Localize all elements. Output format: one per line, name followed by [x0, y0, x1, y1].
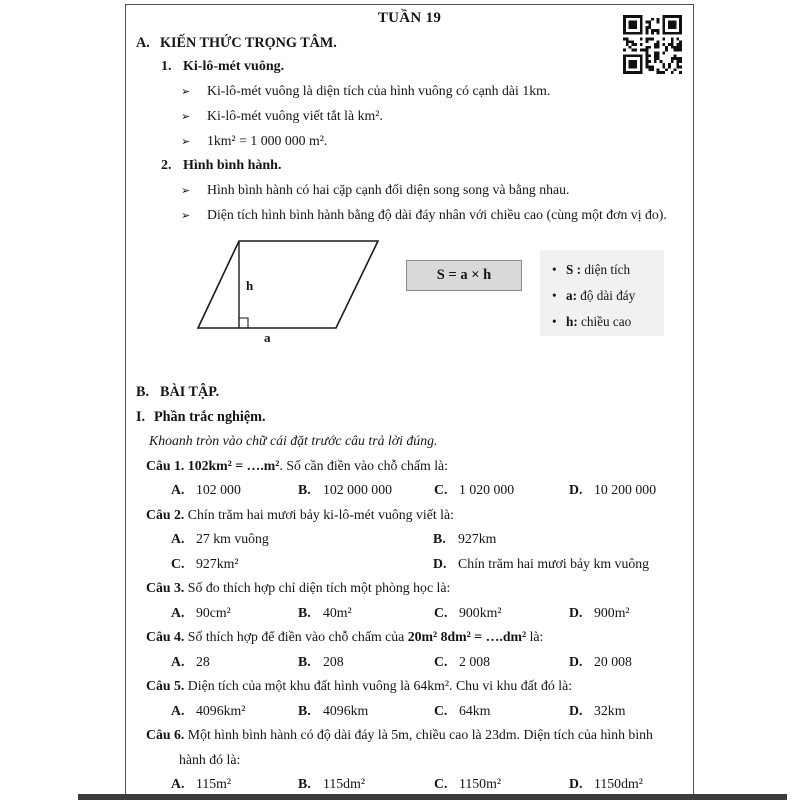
qr-code-icon [623, 15, 682, 74]
section-b-heading [136, 380, 682, 405]
option-b [433, 527, 682, 552]
legend-term: a: [566, 288, 577, 303]
option-b [298, 478, 434, 503]
legend-desc: chiều cao [577, 314, 632, 329]
options-row [146, 650, 682, 675]
option-text: 20 008 [594, 653, 632, 669]
worksheet-page [125, 4, 694, 800]
base-label: a [264, 330, 271, 345]
option-letter: D. [569, 604, 583, 620]
topic-2 [161, 154, 682, 228]
bullet-icon: • [552, 288, 557, 303]
option-letter: C. [171, 555, 185, 571]
option-letter: A. [171, 776, 185, 791]
question-text [146, 723, 682, 772]
options-row [146, 478, 682, 503]
section-b-label: B. [136, 384, 150, 400]
option-text: 90cm² [196, 604, 231, 620]
option-a [171, 699, 298, 724]
option-b [298, 772, 434, 797]
legend-term: h: [566, 314, 578, 329]
height-label: h [246, 278, 254, 293]
option-letter: C. [434, 653, 448, 669]
option-letter: A. [171, 482, 185, 497]
figure-legend [540, 250, 664, 336]
options-row [146, 527, 682, 576]
option-d [433, 552, 682, 577]
section-exercises [136, 380, 682, 797]
option-letter: B. [298, 702, 311, 718]
option-d [569, 772, 682, 797]
option-text: 900km² [459, 604, 502, 620]
legend-term: S : [566, 262, 582, 277]
option-letter: B. [298, 776, 311, 791]
question-label: Câu 4. [146, 629, 185, 644]
option-letter: A. [171, 653, 185, 669]
bullet-text: Ki-lô-mét vuông là diện tích của hình vuông có cạnh dài 1km. [207, 83, 551, 98]
option-text: 2 008 [459, 653, 491, 669]
legend-desc: diện tích [581, 262, 631, 277]
question-text [146, 625, 682, 650]
question-list [146, 454, 682, 797]
bullet-icon: • [552, 262, 557, 277]
option-b [298, 699, 434, 724]
option-letter: D. [569, 776, 583, 791]
option-letter: D. [433, 555, 447, 571]
photo-bottom-edge [78, 794, 787, 800]
option-text: 40m² [323, 604, 352, 620]
topic-1 [161, 55, 682, 154]
topic-heading [161, 154, 682, 178]
question-5 [146, 674, 682, 723]
option-c [434, 478, 569, 503]
options-row [146, 699, 682, 724]
option-c [434, 772, 569, 797]
question-label: Câu 5. [146, 678, 185, 693]
parallelogram-diagram [194, 238, 384, 350]
option-c [171, 552, 433, 577]
topic-title: Ki-lô-mét vuông. [183, 59, 285, 74]
question-3 [146, 576, 682, 625]
option-text: 115m² [196, 776, 232, 791]
option-d [569, 650, 682, 675]
bullet-item [181, 104, 682, 129]
arrow-bullet-icon: ➢ [181, 110, 191, 123]
question-segment: Số đo thích hợp chỉ diện tích một phòng học là: [187, 580, 451, 595]
option-d [569, 699, 682, 724]
bullet-item [181, 178, 682, 203]
question-label: Câu 1. [146, 457, 185, 473]
option-letter: B. [298, 604, 311, 620]
parallelogram-figure [136, 236, 682, 354]
question-text [146, 576, 682, 601]
option-text: 927km [458, 531, 497, 546]
bullet-item [181, 129, 682, 154]
question-text [146, 454, 682, 479]
option-letter: D. [569, 653, 583, 669]
option-letter: A. [171, 531, 185, 546]
option-text: 28 [196, 653, 210, 669]
section-a-heading [136, 31, 682, 55]
option-a [171, 601, 298, 626]
topic-title: Hình bình hành. [183, 158, 282, 173]
option-a [171, 478, 298, 503]
arrow-bullet-icon: ➢ [181, 209, 191, 222]
bullet-text: Hình bình hành có hai cặp cạnh đối diện song song và bằng nhau. [207, 182, 570, 197]
instruction-text: Khoanh tròn vào chữ cái đặt trước câu trả lời đúng. [149, 433, 438, 448]
option-letter: B. [298, 482, 311, 497]
question-segment: Một hình bình hành có độ dài đáy là 5m, chiều cao là 23dm. Diện tích của hình bình [187, 727, 653, 742]
option-letter: A. [171, 702, 185, 718]
legend-item [552, 309, 664, 335]
option-text: 4096km² [196, 702, 246, 718]
option-text: 900m² [594, 604, 630, 620]
question-segment: Chín trăm hai mươi bảy ki-lô-mét vuông viết là: [187, 506, 454, 522]
question-segment: . Số cần điền vào chỗ chấm là: [279, 457, 449, 473]
option-text: 64km [459, 702, 491, 718]
legend-item [552, 283, 664, 309]
question-6 [146, 723, 682, 797]
option-d [569, 601, 682, 626]
bullet-icon: • [552, 314, 557, 329]
arrow-bullet-icon: ➢ [181, 184, 191, 197]
question-segment: Diện tích của một khu đất hình vuông là 64km². Chu vi khu đất đó là: [187, 678, 573, 693]
section-b-title: BÀI TẬP. [160, 384, 220, 400]
option-letter: C. [434, 482, 448, 497]
option-letter: C. [434, 702, 448, 718]
question-text [146, 503, 682, 528]
option-b [298, 650, 434, 675]
option-c [434, 650, 569, 675]
option-c [434, 601, 569, 626]
option-text: 208 [323, 653, 344, 669]
page-content [126, 31, 693, 797]
option-text: Chín trăm hai mươi bảy km vuông [458, 555, 650, 571]
option-b [298, 601, 434, 626]
area-formula: S = a × h [406, 260, 522, 291]
section-a-label: A. [136, 35, 150, 51]
options-row [146, 772, 682, 797]
question-segment: hành đó là: [179, 751, 241, 767]
arrow-bullet-icon: ➢ [181, 85, 191, 98]
option-text: 32km [594, 702, 626, 718]
question-segment: Số thích hợp để điền vào chỗ chấm của [187, 629, 408, 644]
bullet-text: Diện tích hình bình hành bằng độ dài đáy nhân với chiều cao (cùng một đơn vị đo). [207, 207, 667, 222]
option-a [171, 527, 433, 552]
part-label: I. [136, 408, 146, 425]
topic-number: 2. [161, 158, 172, 173]
section-knowledge [136, 31, 682, 228]
question-text [146, 674, 682, 699]
option-letter: A. [171, 604, 185, 620]
question-2 [146, 503, 682, 577]
legend-item [552, 257, 664, 283]
arrow-bullet-icon: ➢ [181, 135, 191, 148]
option-text: 102 000 000 [323, 482, 392, 497]
option-letter: D. [569, 482, 583, 497]
question-segment: 20m² 8dm² = ….dm² [407, 629, 527, 644]
option-text: 115dm² [323, 776, 365, 791]
option-text: 10 200 000 [594, 482, 657, 497]
option-a [171, 650, 298, 675]
option-text: 4096km [323, 702, 369, 718]
section-a-title: KIẾN THỨC TRỌNG TÂM. [160, 35, 337, 51]
question-segment: 102km² = ….m² [187, 457, 280, 473]
option-d [569, 478, 682, 503]
bullet-item [181, 203, 682, 228]
question-label: Câu 2. [146, 506, 185, 522]
option-letter: B. [298, 653, 311, 669]
question-1 [146, 454, 682, 503]
option-text: 1150m² [459, 776, 501, 791]
option-text: 1 020 000 [459, 482, 515, 497]
question-4 [146, 625, 682, 674]
option-letter: C. [434, 604, 448, 620]
page-title: TUẦN 19 [377, 10, 442, 26]
option-letter: D. [569, 702, 583, 718]
part-heading [136, 405, 682, 430]
topic-number: 1. [161, 59, 172, 74]
option-c [434, 699, 569, 724]
options-row [146, 601, 682, 626]
bullet-item [181, 79, 682, 104]
part-title: Phần trắc nghiệm. [154, 408, 266, 425]
option-letter: B. [433, 531, 446, 546]
legend-desc: độ dài đáy [577, 288, 636, 303]
question-label: Câu 6. [146, 727, 185, 742]
option-text: 27 km vuông [196, 531, 269, 546]
option-a [171, 772, 298, 797]
bullet-text: 1km² = 1 000 000 m². [207, 133, 328, 148]
knowledge-topics [136, 55, 682, 228]
question-segment: là: [526, 629, 544, 644]
option-letter: C. [434, 776, 448, 791]
topic-heading [161, 55, 682, 79]
bullet-text: Ki-lô-mét vuông viết tắt là km². [207, 108, 383, 123]
option-text: 927km² [196, 555, 239, 571]
option-text: 102 000 [196, 482, 241, 497]
question-label: Câu 3. [146, 580, 185, 595]
option-text: 1150dm² [594, 776, 643, 791]
